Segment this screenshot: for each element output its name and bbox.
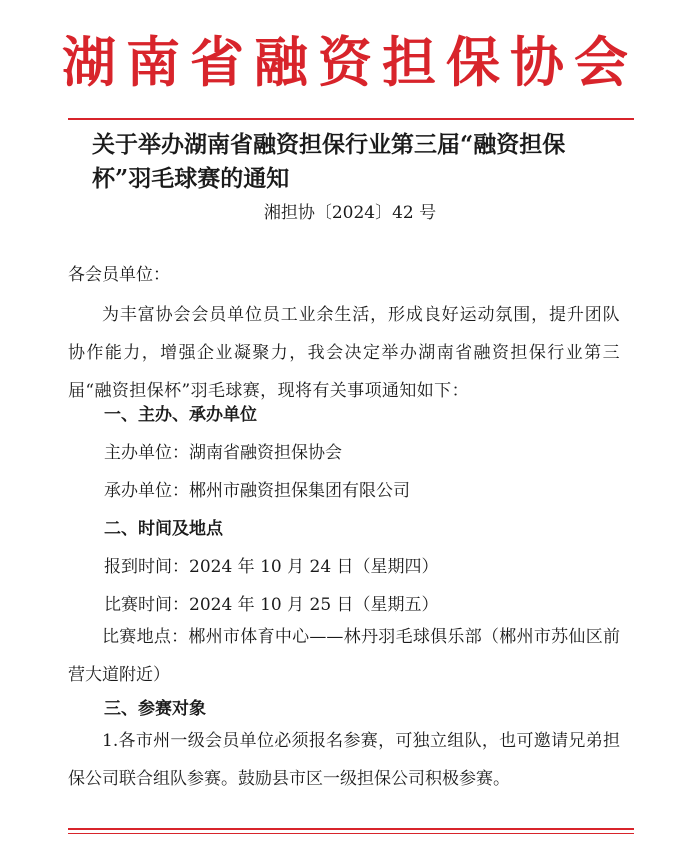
- match-time: 比赛时间：2024 年 10 月 25 日（星期五）: [104, 595, 439, 615]
- checkin-time: 报到时间：2024 年 10 月 24 日（星期四）: [104, 557, 439, 577]
- section-3-heading: 三、参赛对象: [104, 699, 206, 719]
- salutation: 各会员单位：: [68, 265, 170, 285]
- host-unit: 主办单位：湖南省融资担保协会: [104, 443, 342, 463]
- participant-item-1: 1.各市州一级会员单位必须报名参赛，可独立组队，也可邀请兄弟担保公司联合组队参赛。鼓励县市区一级担保公司积极参赛。: [68, 731, 620, 789]
- document-number: 湘担协〔2024〕42 号: [263, 203, 437, 223]
- organizer-unit: 承办单位：郴州市融资担保集团有限公司: [104, 481, 410, 501]
- footer-divider-thin: [68, 833, 634, 834]
- footer-divider: [68, 828, 634, 830]
- section-1-heading: 一、主办、承办单位: [104, 405, 257, 425]
- organization-letterhead: 湖南省融资担保协会: [62, 30, 638, 94]
- document-title: 关于举办湖南省融资担保行业第三届“融资担保杯”羽毛球赛的通知: [92, 131, 566, 192]
- section-2-heading: 二、时间及地点: [104, 519, 223, 539]
- letterhead-divider: [68, 118, 634, 120]
- venue: 比赛地点：郴州市体育中心——林丹羽毛球俱乐部（郴州市苏仙区前营大道附近）: [68, 627, 620, 685]
- intro-paragraph: 为丰富协会会员单位员工业余生活，形成良好运动氛围，提升团队协作能力，增强企业凝聚力，我会决定举办湖南省融资担保行业第三届“融资担保杯”羽毛球赛，现将有关事项通知如下：: [68, 305, 620, 401]
